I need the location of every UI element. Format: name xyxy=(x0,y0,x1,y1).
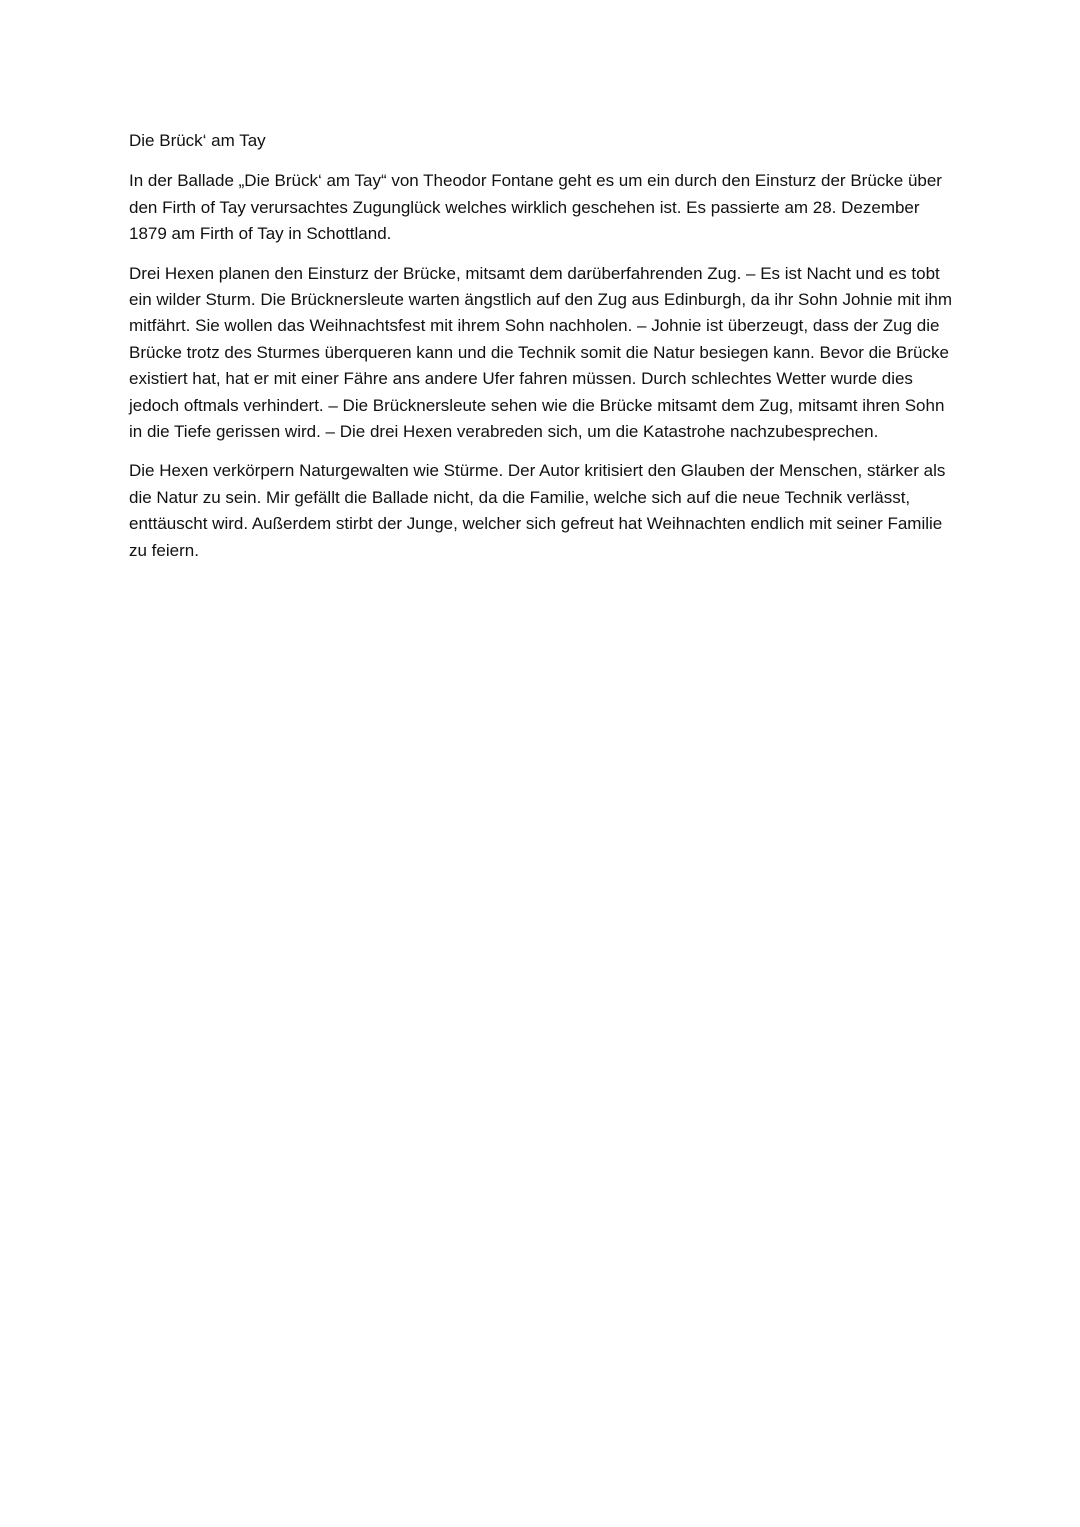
paragraph-opinion: Die Hexen verkörpern Naturgewalten wie Stürme. Der Autor kritisiert den Glauben der Menschen, stärker als die Natur zu sein. Mir gefällt die Ballade nicht, da die Familie, welche sich auf die neue Technik verlässt, enttäuscht wird. Außerdem stirbt der Junge, welcher sich gefreut hat Weihnachten endlich mit seiner Familie zu feiern. xyxy=(129,461,946,560)
paragraph-summary: Drei Hexen planen den Einsturz der Brücke, mitsamt dem darüberfahrenden Zug. – Es ist Nacht und es tobt ein wilder Sturm. Die Brücknersleute warten ängstlich auf den Zug aus Edinburgh, da ihr Sohn Johnie mit ihm mitfährt. Sie wollen das Weihnachtsfest mit ihrem Sohn nachholen. – Johnie ist überzeugt, dass der Zug die Brücke trotz des Sturmes überqueren kann und die Technik somit die Natur besiegen kann. Bevor die Brücke existiert hat, hat er mit einer Fähre ans andere Ufer fahren müssen. Durch schlechtes Wetter wurde dies jedoch oftmals verhindert. – Die Brücknersleute sehen wie die Brücke mitsamt dem Zug, mitsamt ihren Sohn in die Tiefe gerissen wird. – Die drei Hexen verabreden sich, um die Katastrohe nachzubesprechen. xyxy=(129,263,953,442)
paragraph-introduction: In der Ballade „Die Brück‘ am Tay“ von Theodor Fontane geht es um ein durch den Einsturz der Brücke über den Firth of Tay verursachtes Zugunglück welches wirklich geschehen ist. Es passierte am 28. Dezember 1879 am Firth of Tay in Schottland. xyxy=(129,171,942,244)
document-body xyxy=(129,128,959,577)
document-title: Die Brück‘ am Tay xyxy=(129,131,266,150)
